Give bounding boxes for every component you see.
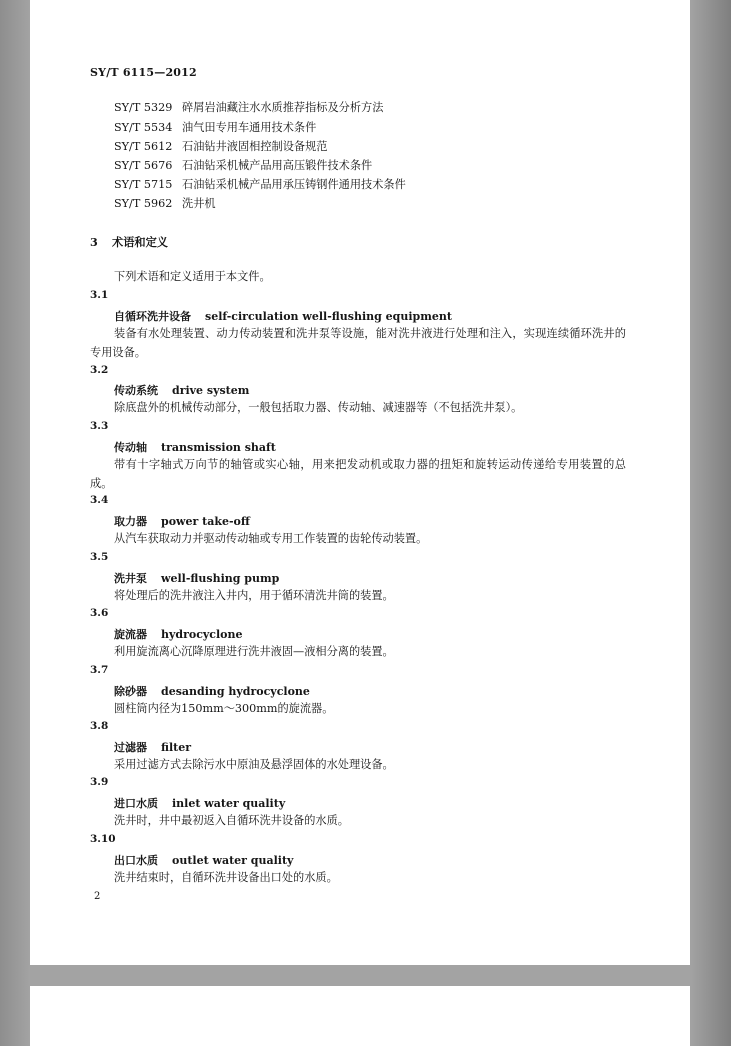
term-zh: 进口水质	[114, 797, 158, 810]
term-definition: 圆柱筒内径为150mm～300mm的旋流器。	[114, 702, 334, 715]
term-definition: 从汽车获取动力并驱动传动轴或专用工作装置的齿轮传动装置。	[114, 532, 428, 545]
page-number: 2	[94, 891, 101, 902]
term-en: outlet water quality	[172, 854, 294, 867]
term-title	[114, 852, 293, 868]
term-definition: 将处理后的洗井液注入井内，用于循环清洗井筒的装置。	[114, 589, 394, 602]
term-en: self-circulation well-flushing equipment	[205, 310, 452, 323]
reference-code: SY/T 5962	[114, 197, 173, 210]
term-zh: 自循环洗井设备	[114, 310, 191, 323]
term-definition: 采用过滤方式去除污水中原油及悬浮固体的水处理设备。	[114, 758, 394, 771]
term-definition: 洗井结束时，自循环洗井设备出口处的水质。	[114, 871, 338, 884]
term-en: drive system	[172, 384, 250, 397]
term-definition: 洗井时，井中最初返入自循环洗井设备的水质。	[114, 814, 349, 827]
reference-title: 石油钻井液固相控制设备规范	[182, 140, 328, 153]
term-number: 3.6	[90, 607, 109, 619]
term-en: inlet water quality	[172, 797, 286, 810]
term-title	[114, 626, 243, 642]
term-zh: 洗井泵	[114, 572, 147, 585]
term-number: 3.5	[90, 551, 109, 563]
reference-code: SY/T 5534	[114, 121, 173, 134]
term-number: 3.3	[90, 420, 109, 432]
term-number: 3.8	[90, 720, 109, 732]
reference-title: 碎屑岩油藏注水水质推荐指标及分析方法	[182, 101, 384, 114]
section-heading	[90, 234, 168, 250]
reference-code: SY/T 5715	[114, 178, 173, 191]
term-definition: 利用旋流离心沉降原理进行洗井液固—液相分离的装置。	[114, 645, 394, 658]
document-header: SY/T 6115—2012	[90, 66, 197, 79]
term-zh: 过滤器	[114, 741, 147, 754]
term-zh: 取力器	[114, 515, 147, 528]
reference-item	[114, 176, 406, 192]
term-number: 3.4	[90, 494, 109, 506]
term-definition: 带有十字轴式万向节的轴管或实心轴，用来把发动机或取力器的扭矩和旋转运动传递给专用装置的总成。	[90, 458, 626, 490]
term-en: hydrocyclone	[161, 628, 243, 641]
reference-title: 石油钻采机械产品用高压锻件技术条件	[182, 159, 373, 172]
section-title: 术语和定义	[112, 235, 168, 249]
document-page	[30, 0, 690, 965]
term-zh: 传动轴	[114, 441, 147, 454]
reference-title: 油气田专用车通用技术条件	[182, 121, 317, 134]
term-definition: 除底盘外的机械传动部分，一般包括取力器、传动轴、减速器等（不包括洗井泵）。	[114, 401, 523, 414]
term-title	[114, 439, 276, 455]
term-number: 3.2	[90, 364, 109, 376]
term-zh: 传动系统	[114, 384, 158, 397]
term-en: well-flushing pump	[161, 572, 280, 585]
reference-code: SY/T 5329	[114, 101, 173, 114]
term-en: power take-off	[161, 515, 250, 528]
reference-item	[114, 138, 327, 154]
next-page-top	[30, 986, 690, 1046]
term-title	[114, 683, 310, 699]
term-en: filter	[161, 741, 192, 754]
reference-code: SY/T 5676	[114, 159, 173, 172]
reference-item	[114, 119, 316, 135]
term-title	[114, 382, 249, 398]
reference-title: 洗井机	[182, 197, 216, 210]
reference-item	[114, 99, 383, 115]
term-title	[114, 308, 452, 324]
intro-text: 下列术语和定义适用于本文件。	[114, 270, 271, 283]
reference-item	[114, 195, 216, 211]
term-en: desanding hydrocyclone	[161, 685, 310, 698]
section-number: 3	[90, 235, 98, 249]
term-en: transmission shaft	[161, 441, 276, 454]
term-zh: 出口水质	[114, 854, 158, 867]
term-definition: 装备有水处理装置、动力传动装置和洗井泵等设施，能对洗井液进行处理和注入，实现连续循环洗井的专用设备。	[90, 327, 626, 359]
term-zh: 旋流器	[114, 628, 147, 641]
term-number: 3.7	[90, 664, 109, 676]
term-title	[114, 739, 191, 755]
term-number: 3.1	[90, 289, 109, 301]
term-zh: 除砂器	[114, 685, 147, 698]
term-number: 3.9	[90, 776, 109, 788]
term-number: 3.10	[90, 833, 116, 845]
reference-code: SY/T 5612	[114, 140, 173, 153]
term-title	[114, 570, 279, 586]
term-title	[114, 513, 250, 529]
term-title	[114, 795, 285, 811]
reference-title: 石油钻采机械产品用承压铸钢件通用技术条件	[182, 178, 406, 191]
reference-item	[114, 157, 372, 173]
